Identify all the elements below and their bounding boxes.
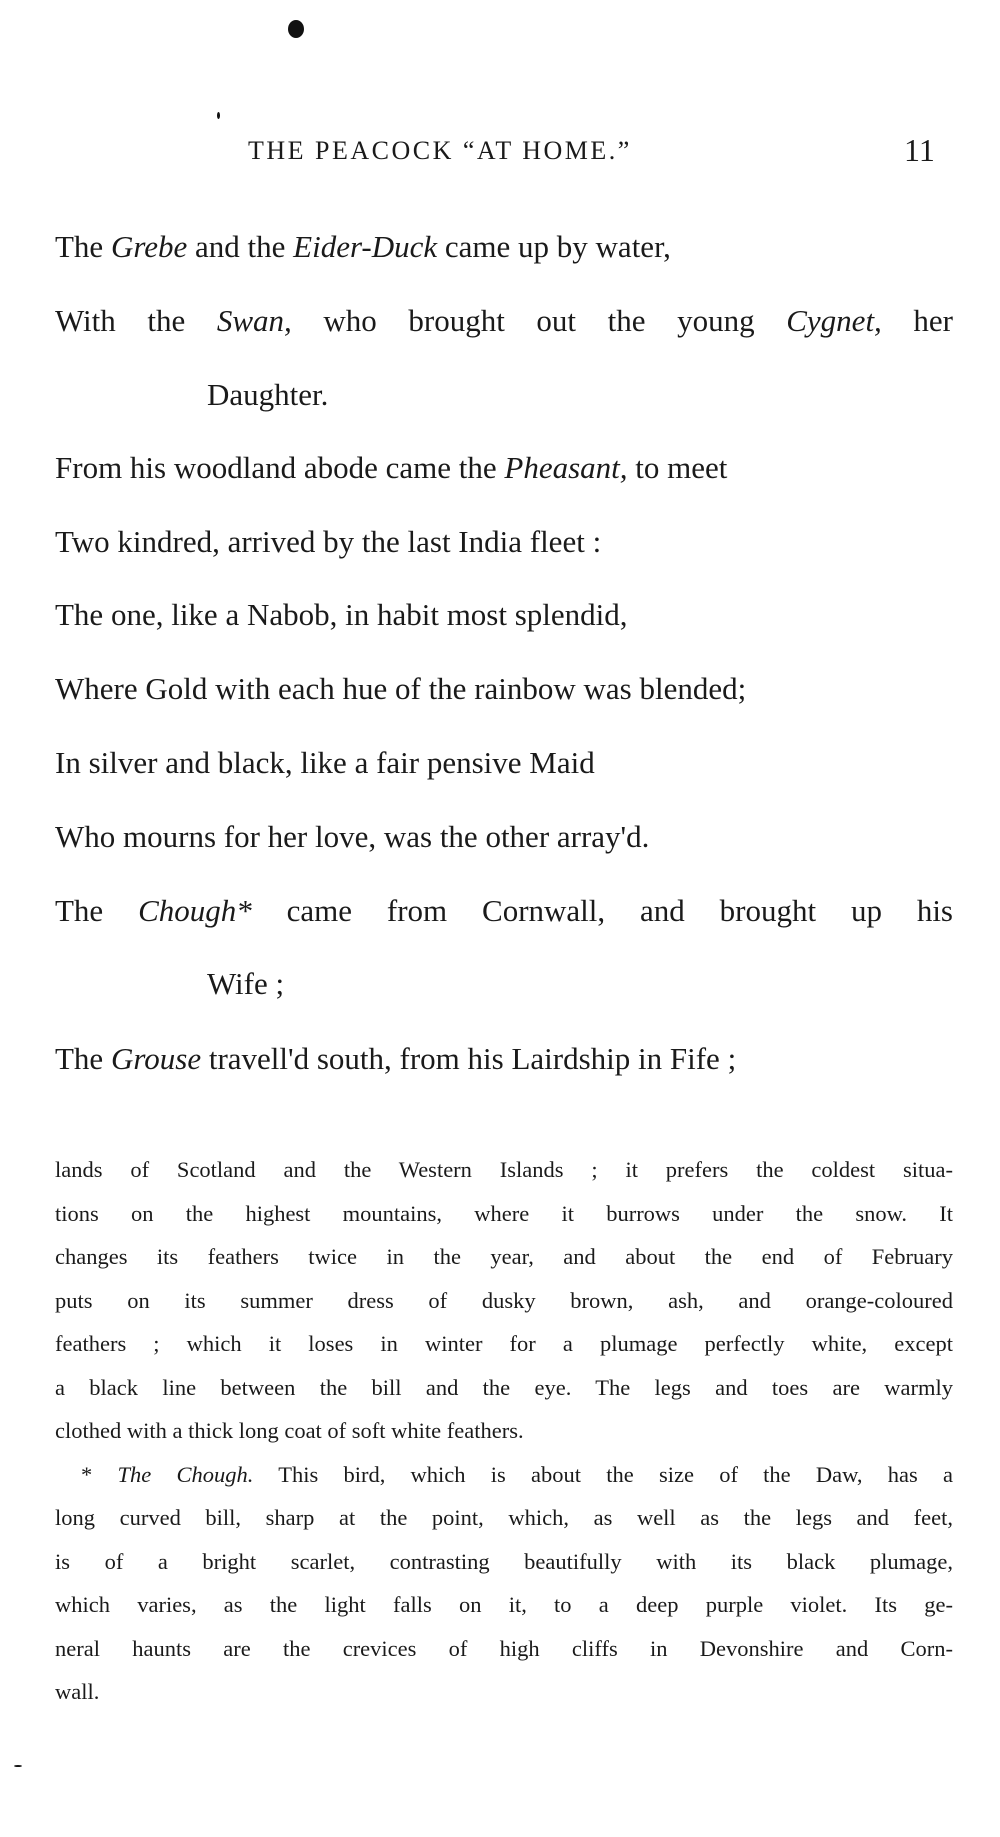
verse-line: Two kindred, arrived by the last India fleet :: [55, 524, 602, 559]
footnote-line: changes its feathers twice in the year, and about the end of February: [55, 1244, 953, 1269]
footnote-chough-first-line: * The Chough. This bird, which is about the size of the Daw, has a: [81, 1461, 953, 1487]
footnote-line: lands of Scotland and the Western Islands ; it prefers the coldest situa-: [55, 1157, 953, 1182]
running-title: THE PEACOCK “AT HOME.”: [248, 136, 632, 165]
footnote-marker: *: [81, 1461, 118, 1487]
verse-line: From his woodland abode came the Pheasant, to meet: [55, 450, 728, 485]
verse-line: In silver and black, like a fair pensive Maid: [55, 745, 595, 780]
footnote-line: feathers ; which it loses in winter for a plumage perfectly white, except: [55, 1331, 953, 1356]
footnote-line: a black line between the bill and the eye. The legs and toes are warmly: [55, 1374, 953, 1400]
footnotes: [55, 1148, 953, 1714]
footnote-line: which varies, as the light falls on it, to a deep purple violet. Its ge-: [55, 1592, 953, 1617]
verse-line: The Grebe and the Eider-Duck came up by water,: [55, 229, 671, 264]
footnote-line: tions on the highest mountains, where it burrows under the snow. It: [55, 1200, 953, 1226]
footnote-line: long curved bill, sharp at the point, which, as well as the legs and feet,: [55, 1505, 953, 1530]
verse-line: With the Swan, who brought out the young Cygnet, her: [55, 303, 954, 338]
footnote-line: is of a bright scarlet, contrasting beautifully with its black plumage,: [55, 1548, 953, 1574]
verse-line: Who mourns for her love, was the other array'd.: [55, 819, 650, 854]
page-number: 11: [904, 132, 935, 168]
footnote-line: clothed with a thick long coat of soft white feathers.: [55, 1418, 524, 1443]
verse-line: Where Gold with each hue of the rainbow was blended;: [55, 671, 747, 706]
verse-line: Wife ;: [207, 966, 285, 1001]
footnote-line: wall.: [55, 1679, 100, 1704]
footnote-title: The Chough.: [117, 1461, 254, 1487]
verse-line: The Chough* came from Cornwall, and brought up his: [55, 893, 953, 928]
ink-speck: [217, 112, 220, 119]
verse-line: The one, like a Nabob, in habit most splendid,: [55, 597, 628, 632]
verse-line: Daughter.: [207, 377, 329, 412]
ink-speck: [14, 1765, 22, 1767]
footnote-line: neral haunts are the crevices of high cliffs in Devonshire and Corn-: [55, 1635, 953, 1661]
footnote-line: puts on its summer dress of dusky brown, ash, and orange-coloured: [55, 1287, 953, 1313]
ink-blot: [288, 20, 304, 38]
verse-line: The Grouse travell'd south, from his Lairdship in Fife ;: [55, 1041, 737, 1076]
page-header: [0, 132, 1000, 176]
